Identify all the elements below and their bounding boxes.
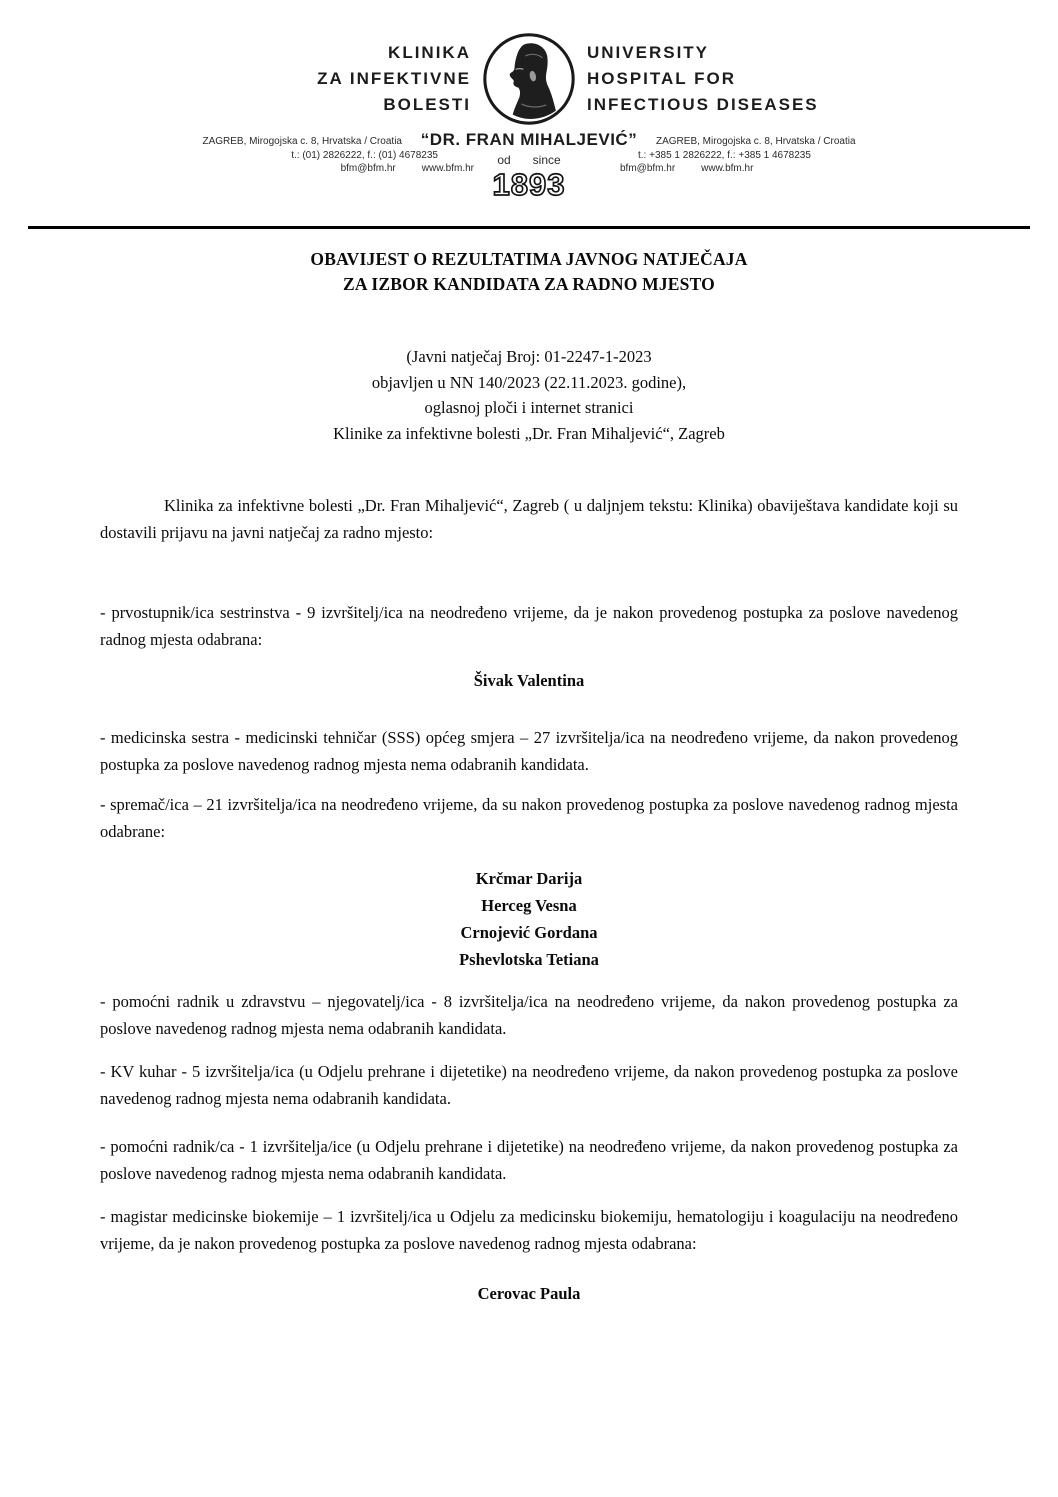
clinic-name-en-line3: INFECTIOUS DISEASES xyxy=(587,95,819,114)
title-line2: ZA IZBOR KANDIDATA ZA RADNO MJESTO xyxy=(343,274,715,294)
email-left: bfm@bfm.hr xyxy=(340,163,396,174)
position-paragraph-medicinska-sestra: - medicinska sestra - medicinski tehničar (SSS) općeg smjera – 27 izvršitelja/ica na neodređeno vrijeme, da nakon provedenog postupka za poslove navedenog radnog mjesta nema odabranih kandidata. xyxy=(100,728,958,774)
clinic-name-croatian xyxy=(141,40,471,118)
title-line1: OBAVIJEST O REZULTATIMA JAVNOG NATJEČAJA xyxy=(310,249,748,269)
website-left: www.bfm.hr xyxy=(421,163,474,174)
position-paragraph-pomocni-radnik: - pomoćni radnik/ca - 1 izvršitelja/ice (u Odjelu prehrane i dijetetike) na neodređeno vrijeme, da nakon provedenog postupka za poslove navedenog radnog mjesta nema odabranih kandidata. xyxy=(100,1137,958,1183)
subtitle-line2: objavljen u NN 140/2023 (22.11.2023. godine), xyxy=(371,372,687,392)
year-text: 1893 xyxy=(492,167,566,202)
since-label: since xyxy=(532,153,561,167)
candidate-name: Herceg Vesna xyxy=(481,896,577,915)
established-year xyxy=(479,166,579,202)
subtitle-line4: Klinike za infektivne bolesti „Dr. Fran Mihaljević“, Zagreb xyxy=(333,423,725,443)
address-right-street: ZAGREB, Mirogojska c. 8, Hrvatska / Croatia xyxy=(656,136,856,147)
candidate-name: Cerovac Paula xyxy=(477,1284,581,1303)
clinic-name-en-line1: UNIVERSITY xyxy=(587,43,710,62)
selected-candidates-spremacice xyxy=(100,865,958,973)
od-label: od xyxy=(497,153,511,167)
document-body xyxy=(100,247,958,1307)
address-right-phone: t.: +385 1 2826222, f.: +385 1 4678235 xyxy=(638,149,811,161)
document-subtitle xyxy=(100,344,958,446)
subtitle-line3: oglasnoj ploči i internet stranici xyxy=(424,398,634,417)
address-left-phone: t.: (01) 2826222, f.: (01) 4678235 xyxy=(291,149,438,161)
document-title xyxy=(100,247,958,297)
position-paragraph-kv-kuhar: - KV kuhar - 5 izvršitelja/ica (u Odjelu prehrane i dijetetike) na neodređeno vrijeme, da nakon provedenog postupka za poslove navedenog radnog mjesta nema odabranih kandidata. xyxy=(100,1062,958,1108)
letterhead-top-row xyxy=(0,30,1058,128)
address-left-street: ZAGREB, Mirogojska c. 8, Hrvatska / Croatia xyxy=(202,136,402,147)
established-labels xyxy=(414,153,644,167)
clinic-name-english xyxy=(587,40,917,118)
clinic-name-hr-line3: BOLESTI xyxy=(383,95,471,114)
position-paragraph-spremac: - spremač/ica – 21 izvršitelja/ica na neodređeno vrijeme, da su nakon provedenog postupka za poslove navedenog radnog mjesta odabrane: xyxy=(100,795,958,841)
subtitle-line1: (Javni natječaj Broj: 01-2247-1-2023 xyxy=(406,347,652,366)
selected-candidates-magistar xyxy=(100,1280,958,1307)
position-paragraph-pomocni-radnik-zdravstvo: - pomoćni radnik u zdravstvu – njegovatelj/ica - 8 izvršitelja/ica na neodređeno vrijeme, da nakon provedenog postupka za poslove navedenog radnog mjesta nema odabranih kandidata. xyxy=(100,992,958,1038)
clinic-name-hr-line1: KLINIKA xyxy=(388,43,471,62)
position-paragraph-prvostupnik: - prvostupnik/ica sestrinstva - 9 izvršitelj/ica na neodređeno vrijeme, da je nakon provedenog postupka za poslove navedenog radnog mjesta odabrana: xyxy=(100,603,958,649)
address-block-right xyxy=(620,130,956,176)
address-block-left xyxy=(102,130,474,176)
letterhead xyxy=(0,0,1058,202)
intro-paragraph: Klinika za infektivne bolesti „Dr. Fran Mihaljević“, Zagreb ( u daljnjem tekstu: Klinika) obaviještava kandidate koji su dostavili prijavu na javni natječaj za radno mjesto: xyxy=(100,496,958,542)
doctor-name: “DR. FRAN MIHALJEVIĆ” xyxy=(420,130,638,149)
letterhead-bottom-row xyxy=(0,130,1058,202)
candidate-name: Crnojević Gordana xyxy=(460,923,598,942)
portrait-bust-icon xyxy=(481,30,577,128)
website-right: www.bfm.hr xyxy=(701,163,754,174)
clinic-logo xyxy=(481,30,577,128)
email-right: bfm@bfm.hr xyxy=(620,163,676,174)
clinic-name-en-line2: HOSPITAL FOR xyxy=(587,69,736,88)
address-right-contacts xyxy=(620,162,956,176)
candidate-name: Šivak Valentina xyxy=(473,671,585,690)
candidate-name: Krčmar Darija xyxy=(475,869,583,888)
clinic-name-hr-line2: ZA INFEKTIVNE xyxy=(317,69,471,88)
doctor-name-block xyxy=(414,130,644,202)
candidate-name: Pshevlotska Tetiana xyxy=(459,950,599,969)
divider-line xyxy=(28,226,1030,229)
selected-candidates-prvostupnik xyxy=(100,667,958,694)
position-paragraph-magistar: - magistar medicinske biokemije – 1 izvršitelj/ica u Odjelu za medicinsku biokemiju, hematologiju i koagulaciju na neodređeno vrijeme, da je nakon provedenog postupka za poslove navedenog radnog mjesta odabrana: xyxy=(100,1207,958,1253)
